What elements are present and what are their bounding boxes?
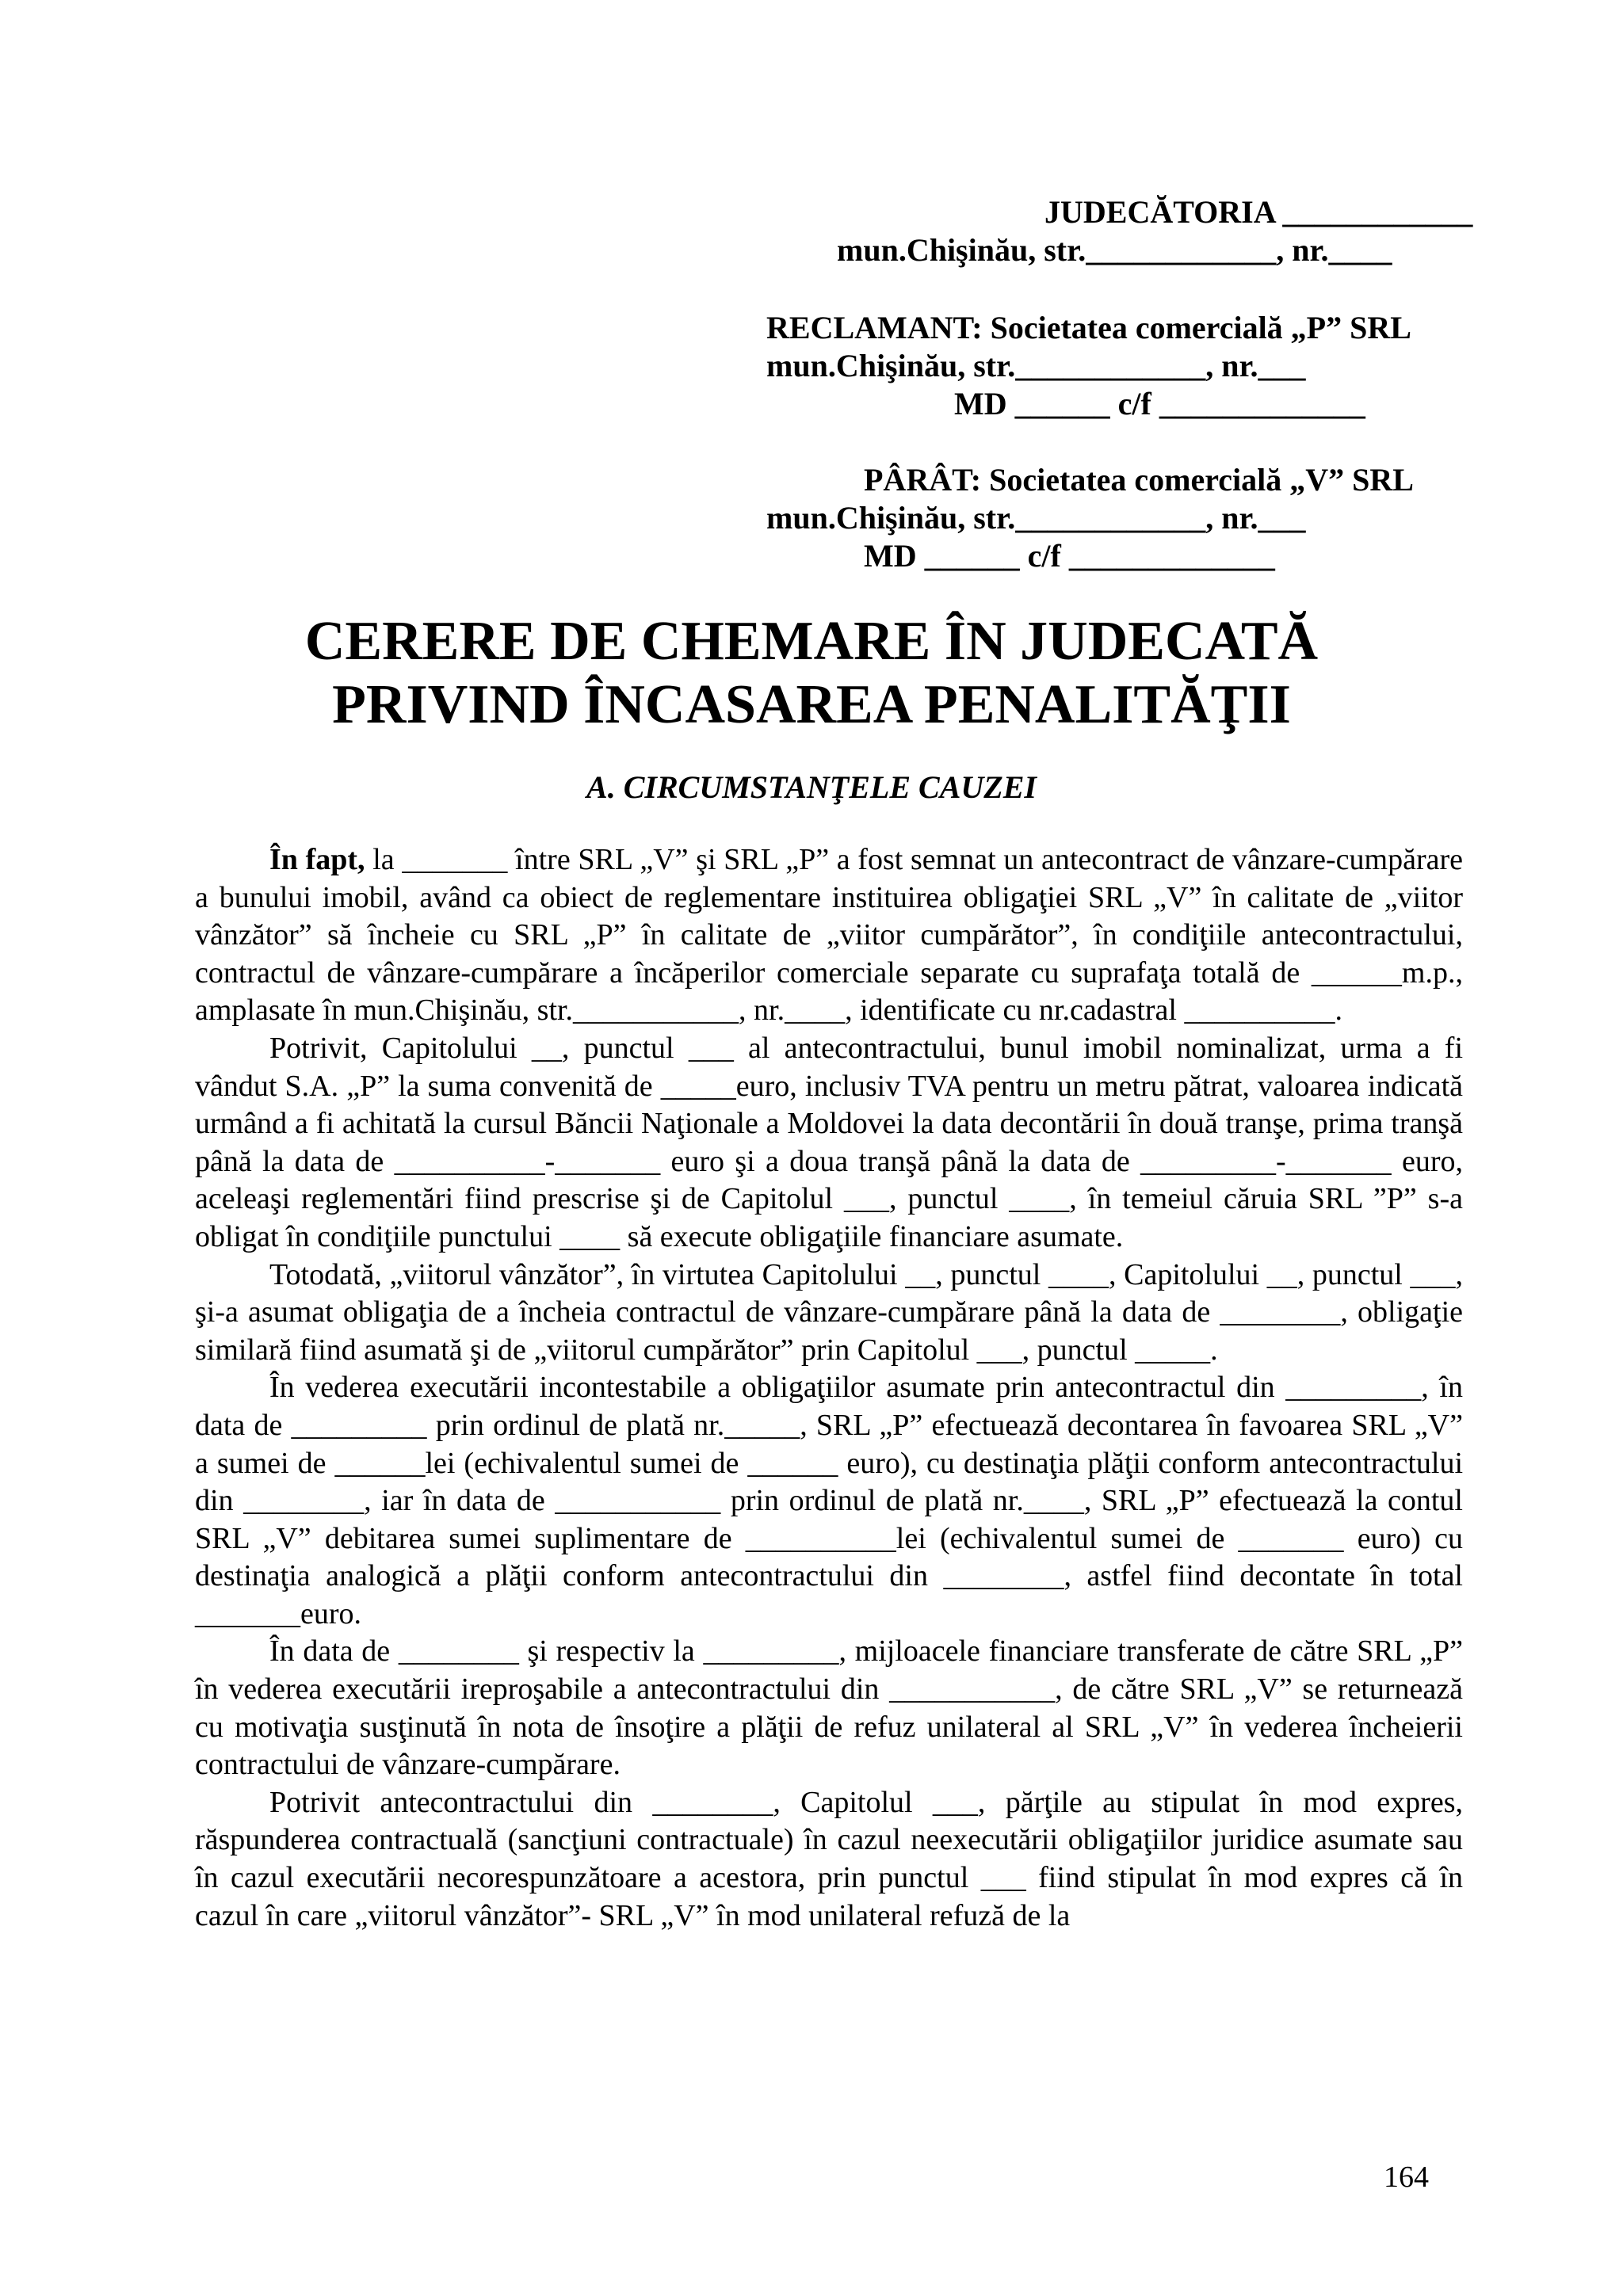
title-line-2: PRIVIND ÎNCASAREA PENALITĂŢII xyxy=(332,674,1291,735)
document-body xyxy=(195,841,1463,1935)
paragraph-lead: În fapt, xyxy=(269,843,365,876)
paragraph: În data de ________ şi respectiv la _________, mijloacele financiare transferate de către SRL „P” în vederea executării ireproşabile a antecontractului din ___________, de către SRL „V” se returnează cu motivaţia susţinută în nota de însoţire a plăţii de refuz unilateral al SRL „V” în vederea încheierii contractului de vânzare-cumpărare. xyxy=(195,1634,1463,1782)
defendant-name: PÂRÂT: Societatea comercială „V” SRL xyxy=(864,462,1414,498)
defendant-address: mun.Chişinău, str.____________, nr.___ xyxy=(766,500,1306,536)
section-heading: A. CIRCUMSTANŢELE CAUZEI xyxy=(586,769,1037,805)
court-name: JUDECĂTORIA ____________ xyxy=(1044,194,1473,230)
plaintiff-name: RECLAMANT: Societatea comercială „P” SRL xyxy=(766,310,1411,345)
paragraph xyxy=(195,841,1463,1030)
paragraph: Potrivit, Capitolului __, punctul ___ al antecontractului, bunul imobil nominalizat, urma a fi vândut S.A. „P” la suma convenită de _____euro, inclusiv TVA pentru un metru pătrat, valoarea indicată urmând a fi achitată la cursul Băncii Naţionale a Moldovei la data decontării în două tranşe, prima tranşă până la data de __________-_______ euro şi a doua tranşă până la data de _________-_______ euro, aceleaşi reglementări fiind prescrise şi de Capitolul ___, punctul ____, în temeiul căruia SRL ”P” s-a obligat în condiţiile punctului ____ să execute obligaţiile financiare asumate. xyxy=(195,1031,1463,1253)
defendant-postal: MD ______ c/f _____________ xyxy=(864,538,1275,574)
court-address: mun.Chişinău, str.____________, nr.____ xyxy=(837,232,1392,268)
title-line-1: CERERE DE CHEMARE ÎN JUDECATĂ xyxy=(304,611,1319,672)
document-title xyxy=(0,610,1623,737)
paragraph-text: la _______ între SRL „V” şi SRL „P” a fost semnat un antecontract de vânzare-cumpărare a bunului imobil, având ca obiect de reglementare instituirea obligaţiei SRL „V” în calitate de „viitor vânzător” să încheie cu SRL „P” în calitate de „viitor cumpărător”, în condiţiile antecontractului, contractul de vânzare-cumpărare a încăperilor comerciale separate cu suprafaţa totală de ______m.p., amplasate în mun.Chişinău, str.___________, nr.____, identificate cu nr.cadastral __________. xyxy=(195,843,1463,1028)
plaintiff-postal: MD ______ c/f _____________ xyxy=(954,386,1365,421)
paragraph: În vederea executării incontestabile a obligaţiilor asumate prin antecontractul din _________, în data de _________ prin ordinul de plată nr._____, SRL „P” efectuează decontarea în favoarea SRL „V” a sumei de ______lei (echivalentul sumei de ______ euro), cu destinaţia plăţii conform antecontractului din ________, iar în data de ___________ prin ordinul de plată nr.____, SRL „P” efectuează la contul SRL „V” debitarea sumei suplimentare de __________lei (echivalentul sumei de _______ euro) cu destinaţia analogică a plăţii conform antecontractului din ________, astfel fiind decontate în total _______euro. xyxy=(195,1371,1463,1630)
plaintiff-address: mun.Chişinău, str.____________, nr.___ xyxy=(766,348,1306,383)
page-number: 164 xyxy=(1384,2161,1429,2194)
paragraph: Potrivit antecontractului din ________, Capitolul ___, părţile au stipulat în mod expres, răspunderea contractuală (sancţiuni contractuale) în cazul neexecutării obligaţiilor juridice asumate sau în cazul executării necorespunzătoare a acestora, prin punctul ___ fiind stipulat în mod expres că în cazul în care „viitorul vânzător”- SRL „V” în mod unilateral refuză de la xyxy=(195,1785,1463,1932)
paragraph: Totodată, „viitorul vânzător”, în virtutea Capitolului __, punctul ____, Capitolului __, punctul ___, şi-a asumat obligaţia de a încheia contractul de vânzare-cumpărare până la data de ________, obligaţie similară fiind asumată şi de „viitorul cumpărător” prin Capitolul ___, punctul _____. xyxy=(195,1257,1463,1367)
